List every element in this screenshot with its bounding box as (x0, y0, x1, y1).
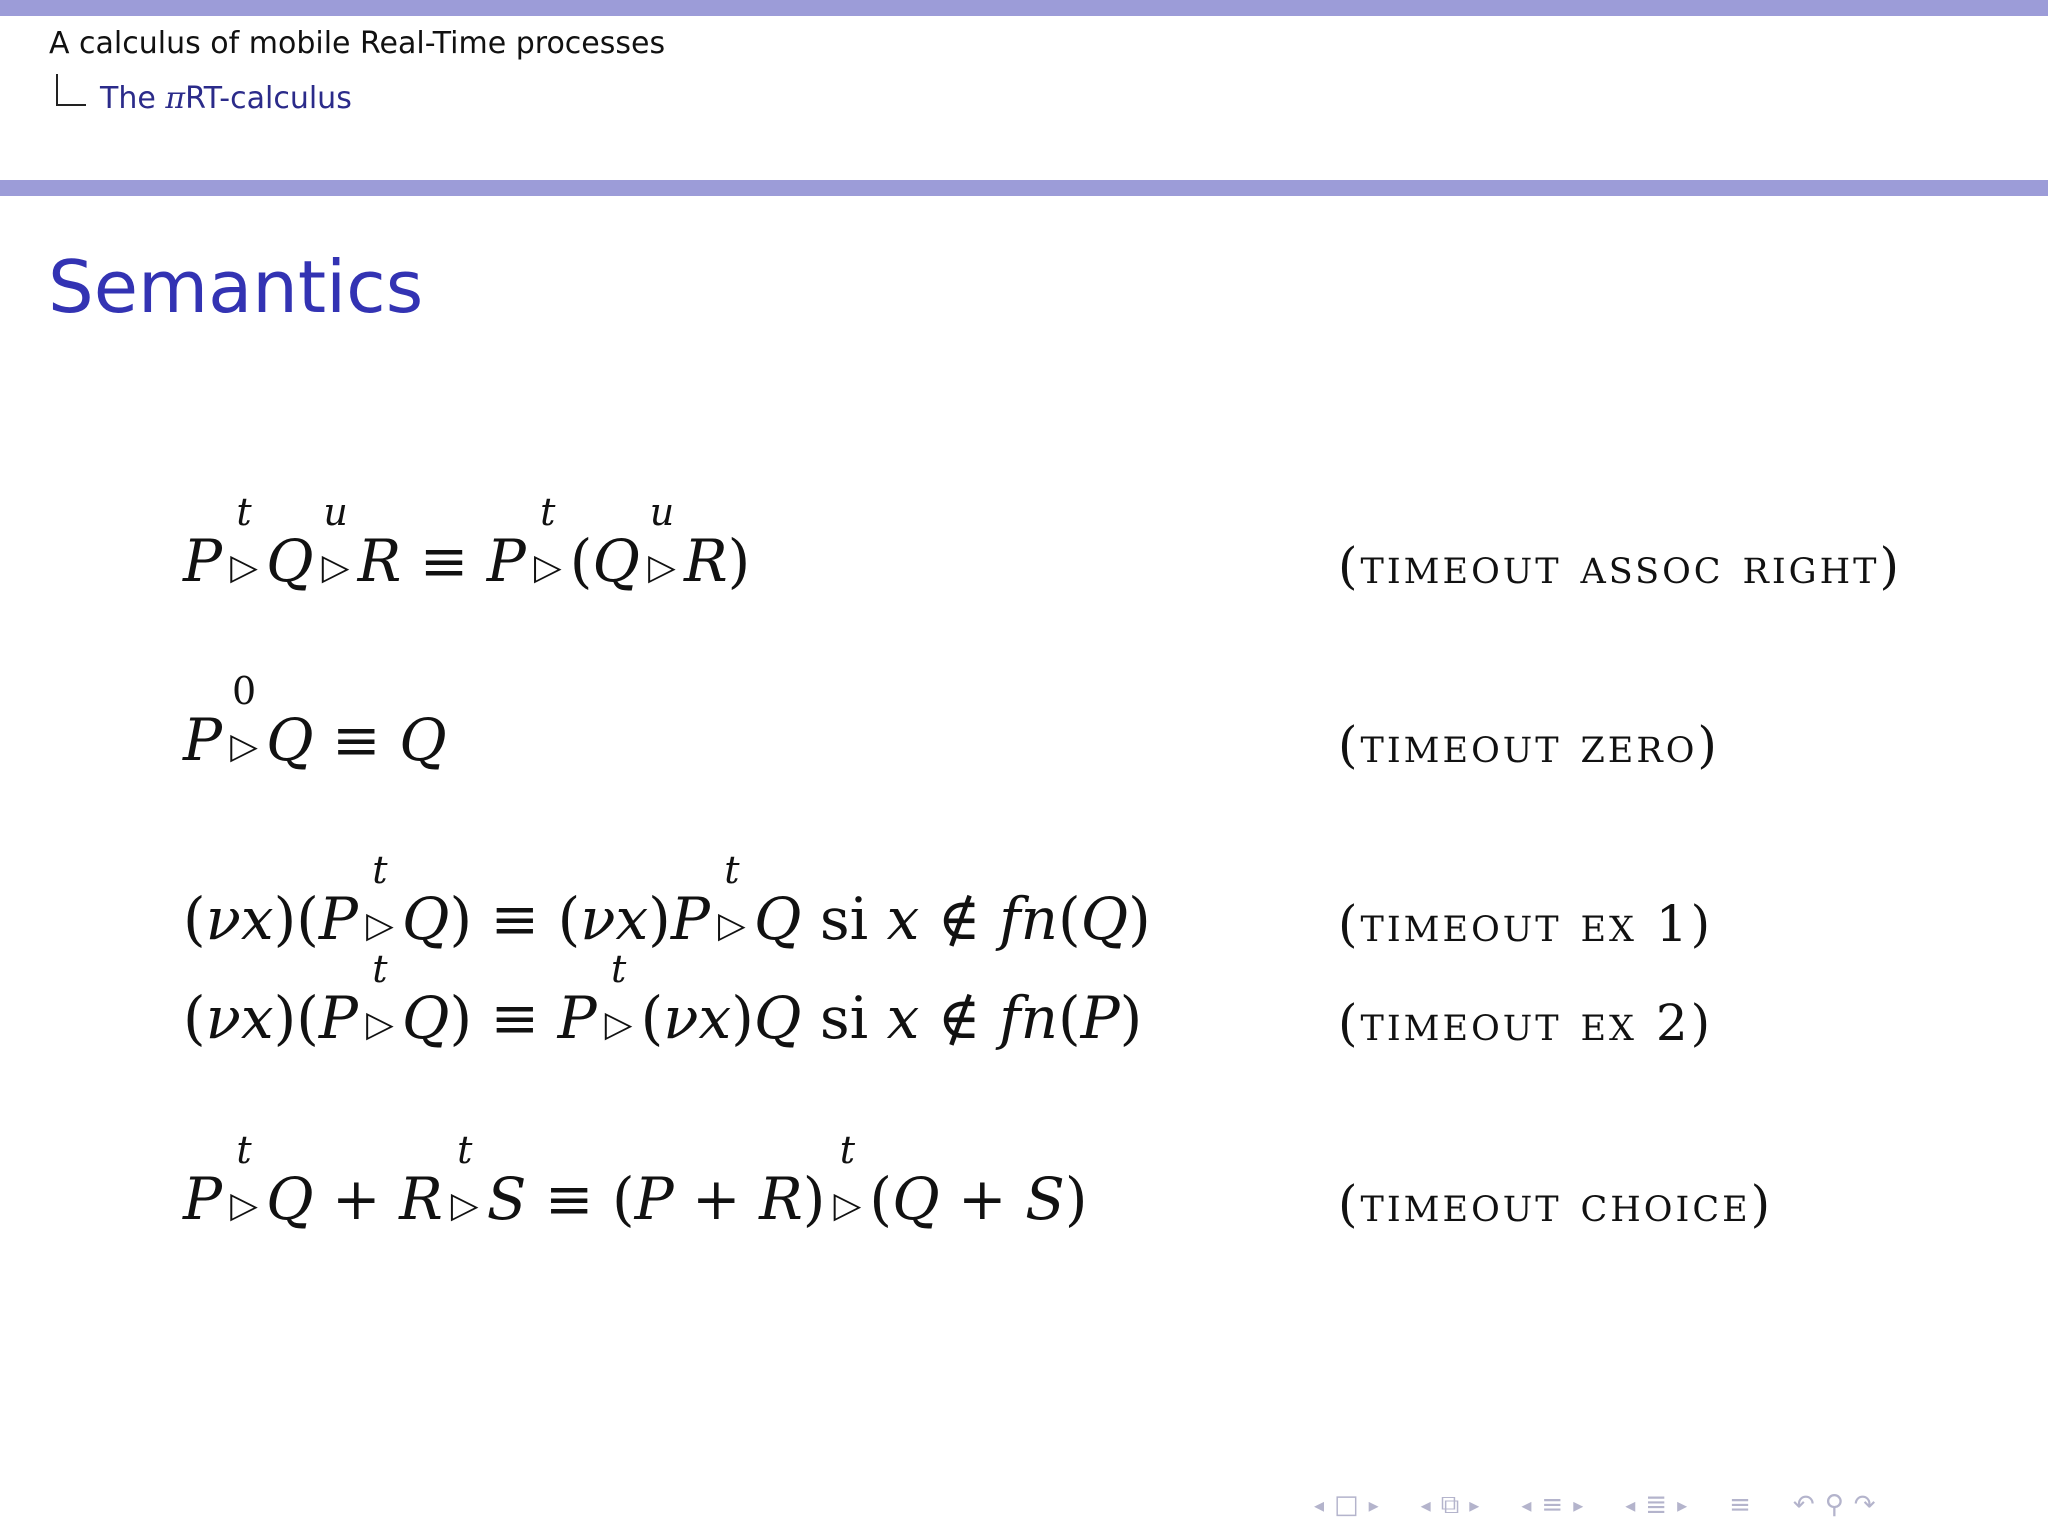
math-variable: fn (999, 984, 1058, 1052)
math-variable: P (183, 527, 223, 595)
math-variable: S (1025, 1165, 1065, 1233)
equation-label: (timeout ex 1) (1338, 895, 1714, 953)
math-symbol: ) (731, 984, 754, 1052)
arrow-right-icon[interactable]: ▸ (1368, 1493, 1379, 1517)
timeout-operator (526, 490, 570, 595)
timeout-bound: u (649, 490, 675, 534)
triangle-icon: ▷ (450, 1185, 479, 1226)
timeout-operator (640, 490, 684, 595)
timeout-bound: t (236, 490, 252, 534)
math-symbol: ( (569, 527, 593, 595)
math-variable: R (399, 1165, 443, 1233)
math-variable: P (318, 984, 358, 1052)
math-variable: P (183, 1165, 223, 1233)
math-symbol: ) ≡ (449, 984, 558, 1052)
triangle-icon: ▷ (648, 547, 676, 588)
beamer-navigation (1314, 1490, 1876, 1520)
arrow-right-icon[interactable]: ▸ (1573, 1493, 1584, 1517)
triangle-icon: ▷ (230, 1185, 258, 1226)
arrow-left-icon[interactable]: ◂ (1314, 1493, 1325, 1517)
equation-row-2 (0, 669, 2048, 788)
undo-icon[interactable]: ↶ (1792, 1490, 1815, 1520)
breadcrumb (56, 74, 352, 122)
timeout-bound: t (724, 848, 740, 892)
timeout-bound: t (457, 1128, 473, 1172)
equation-label: (timeout ex 2) (1338, 994, 1714, 1052)
math-symbol: ( (640, 984, 664, 1052)
math-symbol: )( (273, 984, 319, 1052)
tree-branch-icon (56, 74, 86, 106)
math-variable: Q (592, 527, 640, 595)
timeout-bound: t (372, 848, 388, 892)
subsection-pi: π (165, 80, 186, 116)
triangle-icon: ▷ (718, 905, 746, 946)
triangle-icon: ▷ (833, 1185, 862, 1226)
timeout-operator (825, 1128, 869, 1233)
math-symbol: + (673, 1165, 760, 1233)
equation-row-1 (0, 490, 2048, 609)
math-variable: Q (266, 1165, 314, 1233)
section-icon[interactable]: ≡ (1541, 1490, 1564, 1520)
equation-label: (timeout zero) (1338, 716, 1720, 774)
arrow-left-icon[interactable]: ◂ (1521, 1493, 1532, 1517)
header-top-bar (0, 0, 2048, 16)
timeout-bound: t (610, 947, 627, 991)
math-variable: x (886, 885, 920, 953)
equation-formula (183, 848, 1151, 953)
timeout-bound: t (236, 1128, 252, 1172)
math-symbol: ∉ (919, 984, 1000, 1052)
math-symbol: )( (273, 885, 319, 953)
math-symbol: ∉ (919, 885, 1000, 953)
math-variable: P (670, 885, 710, 953)
math-symbol: + (313, 1165, 400, 1233)
timeout-operator (314, 490, 358, 595)
math-symbol: ) (1064, 1165, 1088, 1233)
math-symbol: si (801, 885, 887, 953)
equation-row-5 (0, 1128, 2048, 1247)
timeout-operator (443, 1128, 487, 1233)
triangle-icon: ▷ (604, 1004, 633, 1045)
math-symbol: ) (802, 1165, 826, 1233)
math-variable: fn (999, 885, 1058, 953)
math-variable: R (683, 527, 728, 595)
equation-formula (183, 947, 1143, 1052)
math-variable: P (634, 1165, 674, 1233)
subsection-prefix: The (100, 80, 166, 116)
math-variable: Q (266, 527, 314, 595)
subsection-title (100, 81, 352, 116)
math-variable: P (318, 885, 358, 953)
math-symbol: ≡ (401, 527, 487, 595)
math-variable: Q (892, 1165, 940, 1233)
arrow-right-icon[interactable]: ▸ (1677, 1493, 1688, 1517)
math-variable: x (886, 984, 920, 1052)
triangle-icon: ▷ (230, 726, 258, 767)
frame-icon[interactable]: □ (1334, 1490, 1359, 1520)
doc-icon[interactable]: ≣ (1645, 1490, 1668, 1520)
math-variable: Q (401, 984, 450, 1052)
math-symbol: si (801, 984, 887, 1052)
math-symbol: ( (1057, 885, 1081, 953)
arrow-right-icon[interactable]: ▸ (1469, 1493, 1480, 1517)
align-icon[interactable]: ≡ (1729, 1490, 1751, 1520)
math-variable: νx (580, 885, 649, 953)
equation-row-3 (0, 848, 2048, 967)
math-variable: Q (399, 706, 447, 774)
timeout-operator (358, 848, 402, 953)
equation-formula (183, 490, 751, 595)
triangle-icon: ▷ (321, 547, 350, 588)
math-symbol: ( (183, 885, 206, 953)
arrow-left-icon[interactable]: ◂ (1625, 1493, 1636, 1517)
presentation-title: A calculus of mobile Real-Time processes (49, 26, 666, 61)
math-variable: Q (753, 984, 802, 1052)
timeout-bound: t (372, 947, 388, 991)
triangle-icon: ▷ (366, 1004, 394, 1045)
frame-title: Semantics (48, 245, 424, 329)
math-variable: Q (266, 706, 314, 774)
math-symbol: ≡ (313, 706, 400, 774)
timeout-operator (358, 947, 402, 1052)
math-symbol: ( (1057, 984, 1081, 1052)
timeout-bound: t (839, 1128, 856, 1172)
timeout-bound: 0 (231, 669, 257, 713)
math-variable: νx (205, 984, 274, 1052)
equation-formula (183, 669, 447, 774)
equation-label: (timeout assoc right) (1338, 537, 1902, 595)
timeout-operator (222, 1128, 266, 1233)
timeout-bound: u (323, 490, 348, 534)
math-symbol: ≡ ( (526, 1165, 635, 1233)
math-variable: P (1080, 984, 1120, 1052)
math-variable: νx (663, 984, 732, 1052)
math-symbol: ) (648, 885, 671, 953)
math-symbol: + (939, 1165, 1026, 1233)
math-variable: Q (401, 885, 450, 953)
arrow-left-icon[interactable]: ◂ (1420, 1493, 1431, 1517)
timeout-bound: t (540, 490, 556, 534)
search-icon[interactable]: ⚲ (1824, 1490, 1844, 1520)
math-variable: Q (1080, 885, 1129, 953)
math-variable: S (486, 1165, 527, 1233)
redo-icon[interactable]: ↷ (1853, 1490, 1876, 1520)
math-symbol: ) (1119, 984, 1143, 1052)
math-symbol: ) (1128, 885, 1151, 953)
timeout-operator (222, 490, 266, 595)
subsection-icon[interactable]: ⧉ (1440, 1489, 1460, 1520)
equation-formula (183, 1128, 1088, 1233)
math-variable: R (759, 1165, 803, 1233)
math-variable: P (486, 527, 526, 595)
math-symbol: ) ≡ ( (449, 885, 581, 953)
triangle-icon: ▷ (366, 905, 394, 946)
triangle-icon: ▷ (533, 547, 562, 588)
triangle-icon: ▷ (230, 547, 258, 588)
timeout-operator (597, 947, 641, 1052)
math-variable: Q (753, 885, 802, 953)
timeout-operator (222, 669, 266, 774)
equation-label: (timeout choice) (1338, 1175, 1774, 1233)
header-bottom-bar (0, 180, 2048, 196)
math-variable: P (557, 984, 597, 1052)
math-variable: R (357, 527, 402, 595)
math-variable: P (183, 706, 223, 774)
subsection-rest: RT-calculus (185, 80, 352, 116)
timeout-operator (710, 848, 754, 953)
math-symbol: ) (727, 527, 751, 595)
math-symbol: ( (183, 984, 206, 1052)
equation-row-4 (0, 947, 2048, 1066)
math-symbol: ( (869, 1165, 893, 1233)
math-variable: νx (205, 885, 274, 953)
